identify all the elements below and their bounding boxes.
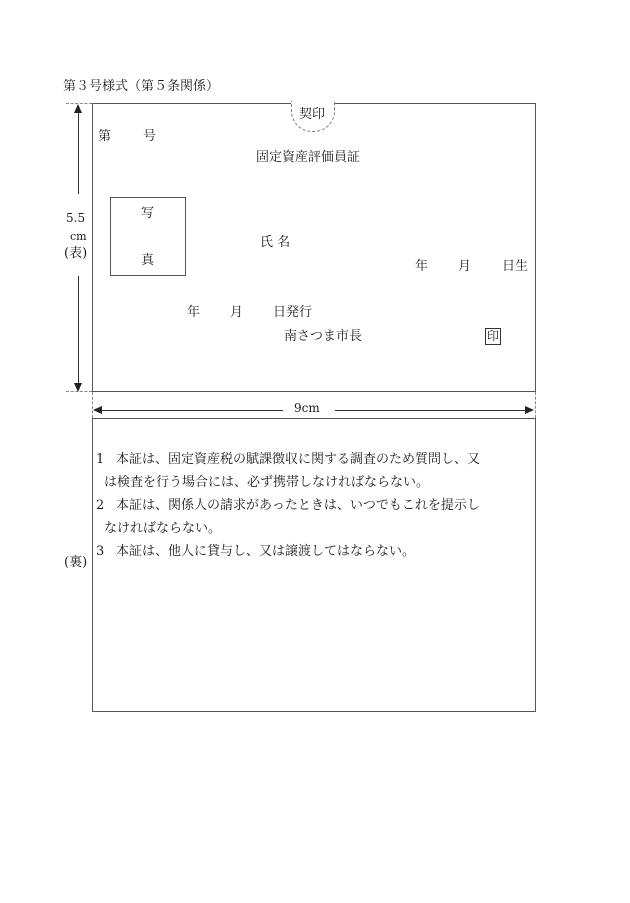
birth-day-label: 日生 xyxy=(502,259,529,274)
dim-line-lower xyxy=(78,276,79,383)
issue-day-label: 日発行 xyxy=(273,305,313,320)
back-note-2 xyxy=(96,494,532,540)
dim-arrow-right-icon xyxy=(525,406,534,414)
note-text-cont: は検査を行う場合には、必ず携帯しなければならない。 xyxy=(104,475,430,490)
dim-line-upper xyxy=(78,112,79,194)
back-side-label: (裏) xyxy=(64,555,88,570)
card-title: 固定資産評価員証 xyxy=(256,150,361,165)
note-number: 3 xyxy=(96,544,105,559)
issue-month-label: 月 xyxy=(230,305,244,320)
dim-line-right xyxy=(335,410,525,411)
dim-line-left xyxy=(101,410,283,411)
note-text: 本証は、他人に貸与し、又は譲渡してはならない。 xyxy=(116,544,416,559)
dim-arrow-down-icon xyxy=(74,383,82,392)
dim-height-unit: cm xyxy=(70,230,87,243)
card-number-go: 号 xyxy=(143,129,157,144)
note-number: 2 xyxy=(96,498,105,513)
dim-guide-left xyxy=(92,392,93,418)
issue-year-label: 年 xyxy=(187,305,201,320)
note-text: 本証は、固定資産税の賦課徴収に関する調査のため質問し、又 xyxy=(116,452,481,467)
birth-year-label: 年 xyxy=(415,259,429,274)
card-number-dai: 第 xyxy=(98,129,112,144)
birth-month-label: 月 xyxy=(458,259,472,274)
name-label: 氏 名 xyxy=(260,235,291,250)
seal-label: 契印 xyxy=(299,107,326,122)
dim-width-label: 9cm xyxy=(294,401,320,415)
issuer-mayor: 南さつま市長 xyxy=(284,329,363,344)
dim-guide-right xyxy=(535,392,536,418)
official-stamp: 印 xyxy=(486,329,499,343)
note-text: 本証は、関係人の請求があったときは、いつでもこれを提示し xyxy=(116,498,480,513)
photo-label-top: 写 xyxy=(141,206,155,221)
form-title: 第３号様式（第５条関係） xyxy=(63,79,220,94)
back-note-1 xyxy=(96,448,532,494)
back-note-3 xyxy=(96,540,532,563)
dim-height-value: 5.5 xyxy=(66,211,86,225)
note-number: 1 xyxy=(96,452,105,467)
photo-label-bottom: 真 xyxy=(141,253,155,268)
front-side-label: (表) xyxy=(64,246,88,261)
note-text-cont: なければならない。 xyxy=(104,521,222,536)
